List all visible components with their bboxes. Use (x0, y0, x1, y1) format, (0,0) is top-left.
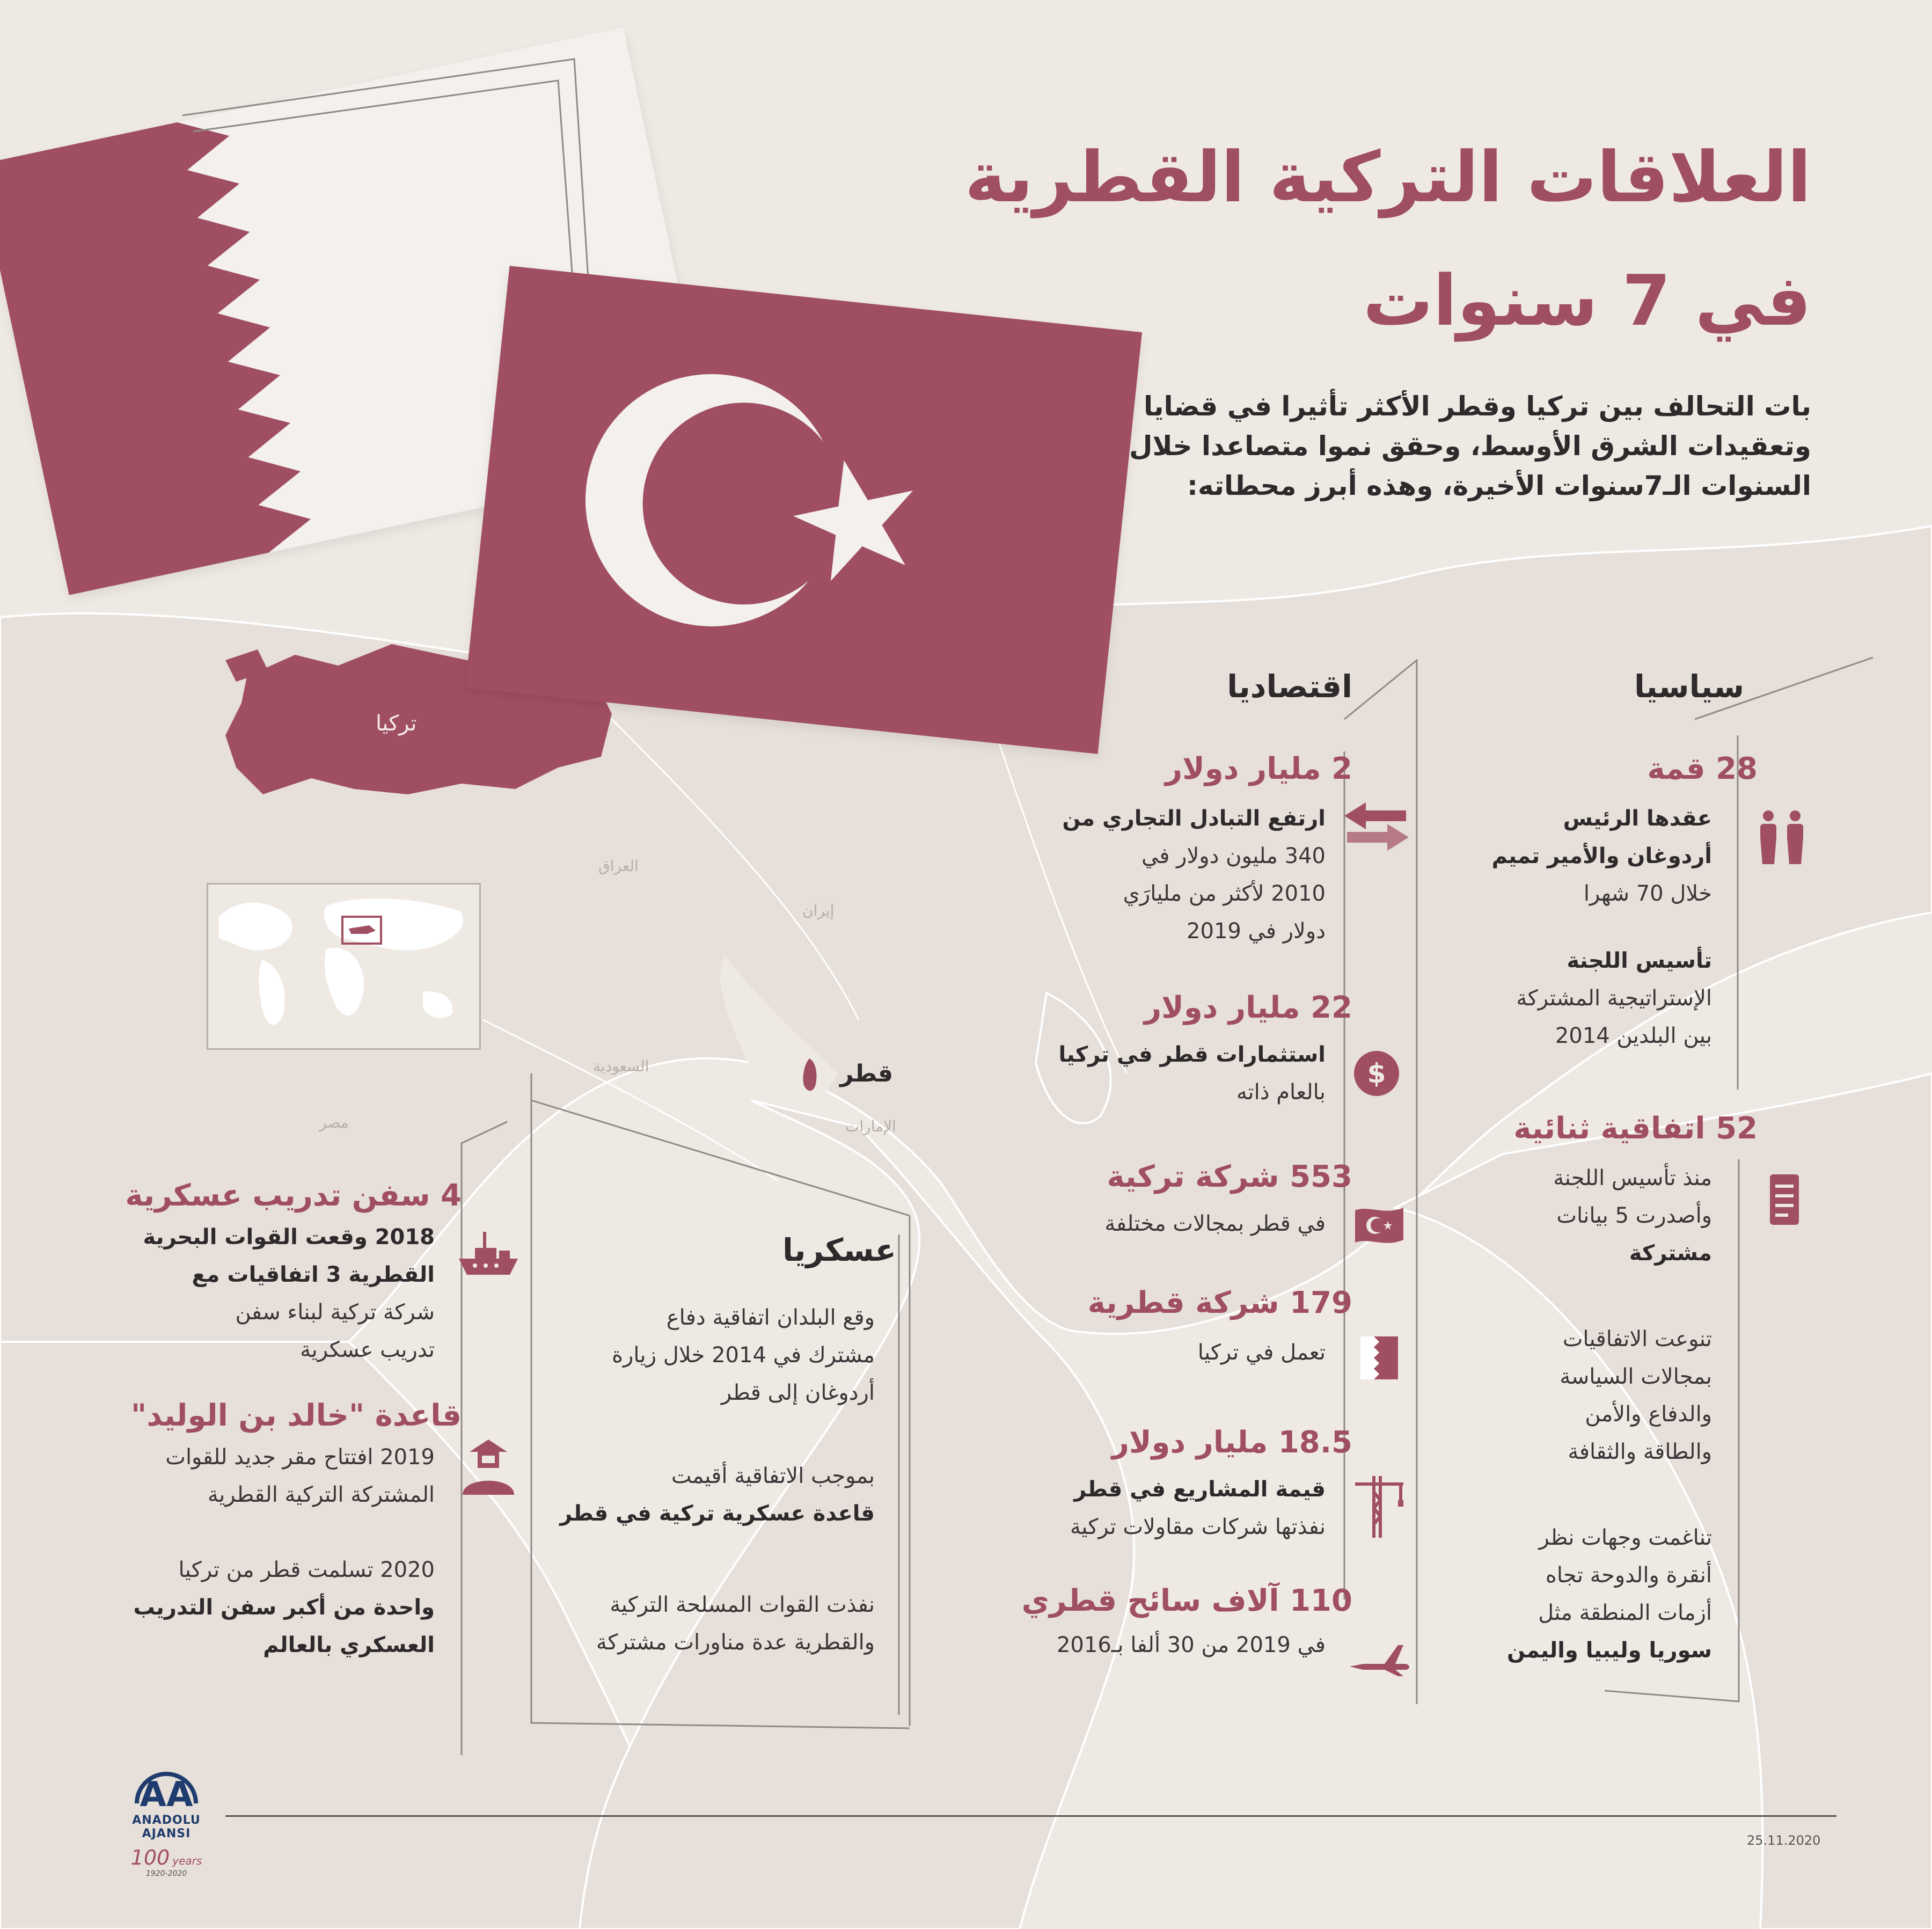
economy-investments-text: استثمارات قطر في تركيا بالعام ذاته (1058, 1042, 1326, 1105)
politics-stat-agreements: 52 اتفاقية ثنائية (1513, 1111, 1758, 1146)
publish-date: 25.11.2020 (1747, 1833, 1821, 1848)
watchtower-icon (462, 1438, 515, 1497)
agency-name: ANADOLU AJANSI (132, 1814, 201, 1840)
map-label-uae: الإمارات (845, 1117, 896, 1135)
ship-icon (456, 1229, 521, 1283)
map-label-egypt: مصر (319, 1114, 349, 1131)
anniversary-years: years (172, 1854, 202, 1867)
map-label-iran: إيران (802, 902, 835, 919)
military-heading: عسكريا (782, 1232, 896, 1268)
navy-base-text: 2019 افتتاح مقر جديد للقوات المشتركة التركية القطرية (165, 1445, 435, 1507)
navy-stat-ships: 4 سفن تدريب عسكرية (125, 1178, 462, 1213)
map-label-qatar: قطر (840, 1060, 894, 1087)
economy-stat-trade: 2 مليار دولار (1165, 751, 1352, 786)
politics-heading: سياسيا (1634, 668, 1744, 705)
navy-training-ship-text: 2020 تسلمت قطر من تركيا واحدة من أكبر سفن التدريب العسكري بالعالم (133, 1558, 435, 1657)
page-title-line1: العلاقات التركية القطرية (964, 136, 1811, 218)
page-title-line2: في 7 سنوات (1363, 260, 1811, 341)
economy-heading: اقتصاديا (1227, 668, 1352, 705)
svg-text:$: $ (1367, 1058, 1386, 1089)
economy-projects-text: قيمة المشاريع في قطر نفذتها شركات مقاولات تركية (1070, 1477, 1326, 1539)
economy-stat-tourists: 110 آلاف سائح قطري (1021, 1583, 1352, 1618)
footer-divider (225, 1815, 1836, 1817)
map-label-turkey: تركيا (376, 711, 417, 736)
economy-trade-text: ارتفع التبادل التجاري من 340 مليون دولار في 2010 لأكثر من مليارَي دولار في 2019 (1062, 806, 1326, 944)
anniversary-badge (115, 1846, 217, 1878)
economy-stat-projects: 18.5 مليار دولار (1111, 1425, 1352, 1460)
military-base-text: بموجب الاتفاقية أقيمت قاعدة عسكرية تركية في قطر (560, 1464, 875, 1526)
logo-letters: AA (140, 1775, 193, 1811)
economy-tourists-text: في 2019 من 30 ألفا بـ2016 (1056, 1633, 1326, 1657)
exchange-icon (1342, 800, 1411, 853)
intro-line3: السنوات الـ7سنوات الأخيرة، وهذه أبرز محطاته: (1187, 470, 1811, 501)
airplane-icon (1347, 1634, 1411, 1677)
politics-views-text: تناغمت وجهات نظر أنقرة والدوحة تجاه أزمات المنطقة مثل سوريا وليبيا واليمن (1507, 1525, 1712, 1663)
anadolu-logo-mark (131, 1752, 201, 1811)
politics-committee-text: تأسيس اللجنة الإستراتيجية المشتركة بين البلدين 2014 (1516, 948, 1712, 1048)
navy-ships-text: 2018 وقعت القوات البحرية القطرية 3 اتفاقيات مع شركة تركية لبناء سفن تدريب عسكرية (143, 1225, 435, 1362)
politics-stat-summits: 28 قمة (1647, 751, 1758, 786)
intro-line1: بات التحالف بين تركيا وقطر الأكثر تأثيرا في قضايا (1143, 391, 1811, 422)
anniversary-number: 100 (130, 1846, 170, 1869)
map-label-iraq: العراق (598, 857, 639, 875)
map-label-saudi: السعودية (593, 1057, 649, 1075)
navy-stat-base: قاعدة "خالد بن الوليد" (131, 1398, 462, 1433)
politics-summits-text: عقدها الرئيس أردوغان والأمير تميم خلال 70 شهرا (1491, 806, 1712, 906)
qatar-flag-icon (1358, 1334, 1401, 1382)
politics-agreements-text: منذ تأسيس اللجنة وأصدرت 5 بيانات مشتركة (1553, 1166, 1712, 1266)
economy-stat-qatari-companies: 179 شركة قطرية (1087, 1285, 1352, 1320)
intro-line2: وتعقيدات الشرق الأوسط، وحقق نموا متصاعدا خلال (1129, 430, 1811, 462)
economy-turkish-companies-text: في قطر بمجالات مختلفة (1104, 1211, 1326, 1236)
politics-fields-text: تنوعت الاتفاقيات بمجالات السياسة والدفاع والأمن والطاقة والثقافة (1560, 1327, 1712, 1464)
economy-qatari-companies-text: تعمل في تركيا (1197, 1340, 1326, 1365)
dollar-icon (1352, 1049, 1401, 1098)
military-exercises-text: نفذت القوات المسلحة التركية والقطرية عدة مناورات مشتركة (596, 1592, 875, 1655)
anniversary-range: 1920-2020 (145, 1869, 187, 1878)
economy-stat-turkish-companies: 553 شركة تركية (1107, 1159, 1352, 1194)
economy-stat-investments: 22 مليار دولار (1144, 990, 1352, 1025)
military-defense-text: وقع البلدان اتفاقية دفاع مشترك في 2014 خلال زيارة أردوغان إلى قطر (612, 1305, 875, 1405)
podium-icon (1755, 808, 1809, 867)
crane-icon (1352, 1471, 1406, 1540)
scroll-icon (1766, 1170, 1803, 1229)
turkey-flag-icon (1352, 1205, 1406, 1248)
anadolu-logo (115, 1752, 217, 1878)
